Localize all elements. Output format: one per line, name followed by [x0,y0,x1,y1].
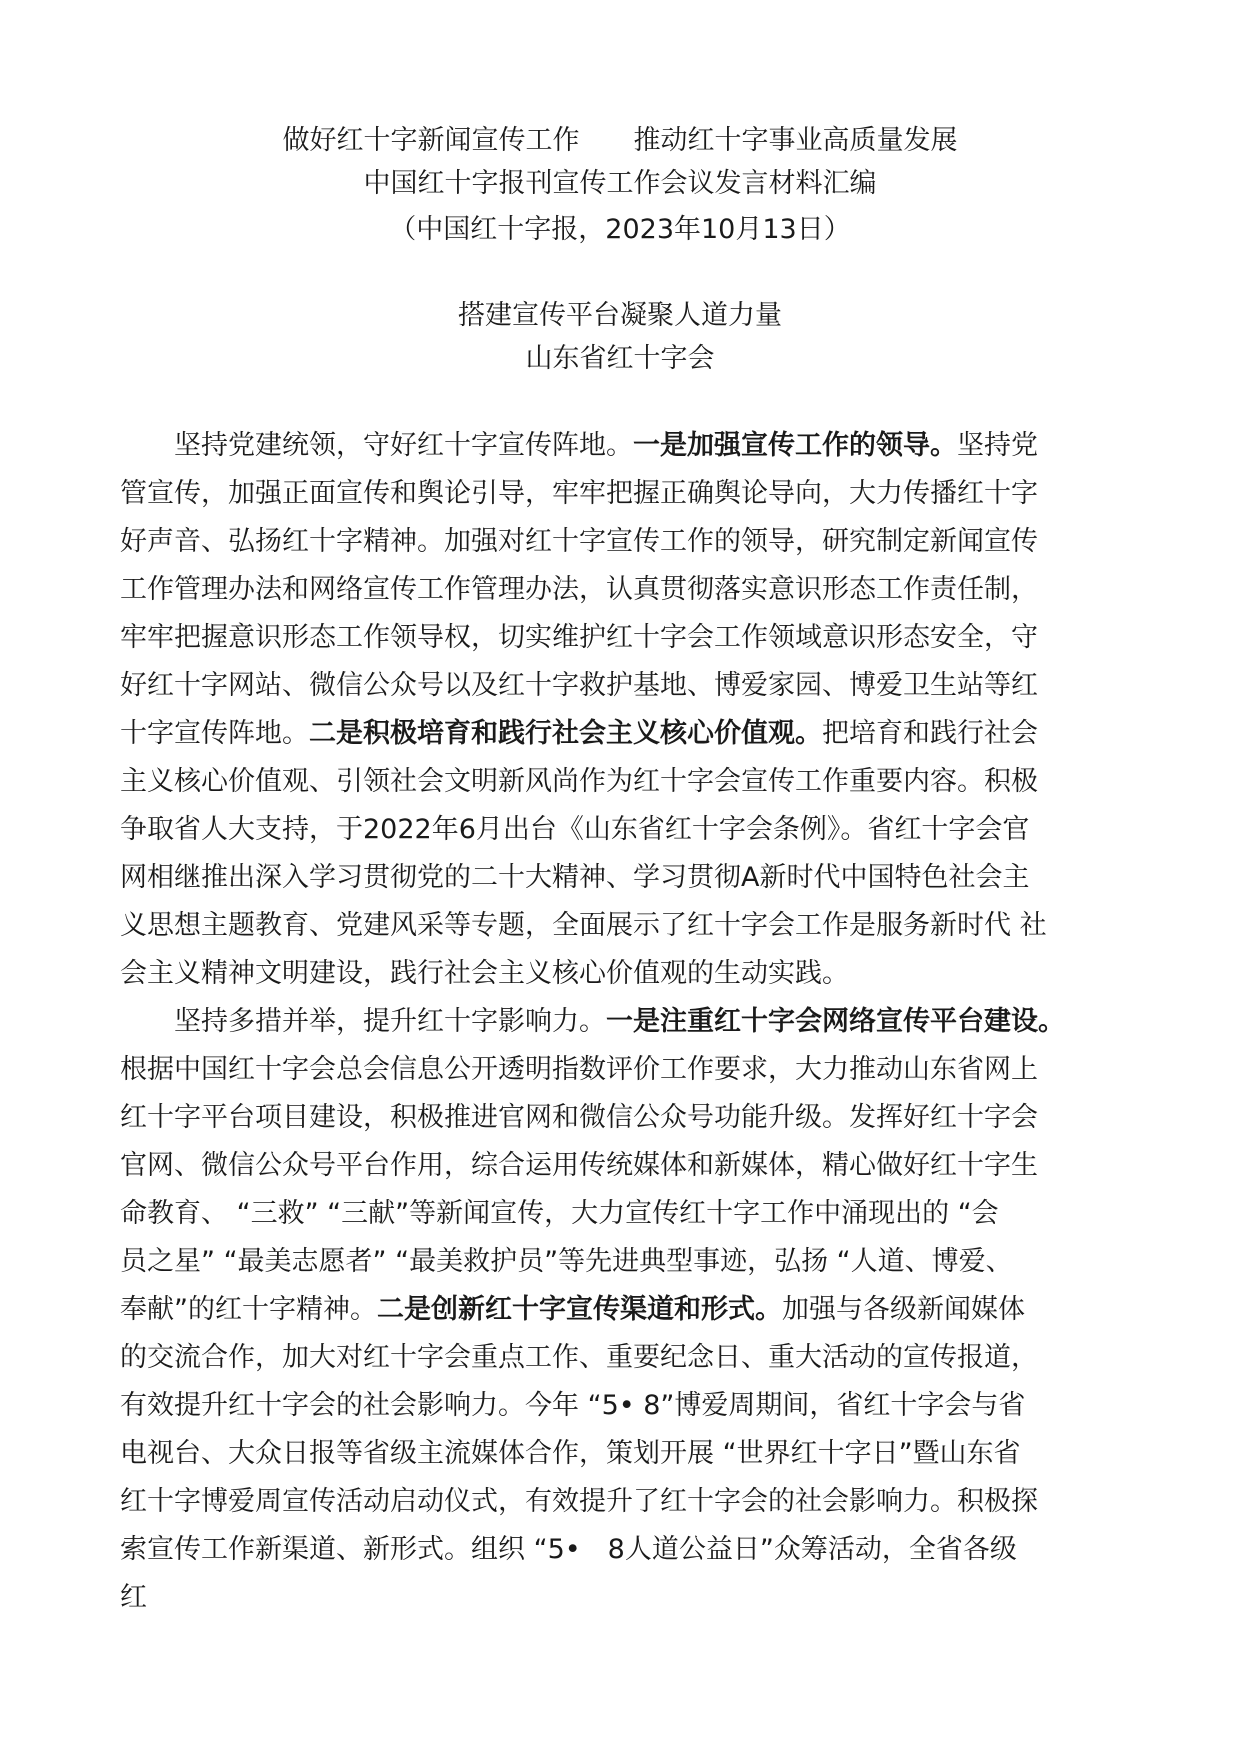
text-line [120,1046,1130,1094]
body-text: 会主义精神文明建设，践行社会主义核心价值观的生动实践。 [120,958,849,989]
article-title: 搭建宣传平台凝聚人道力量 [458,300,782,331]
text-line [120,1190,1130,1238]
body-text: 网相继推出深入学习贯彻党的二十大精神、学习贯彻A新时代中国特色社会主 [120,862,1030,893]
bold-heading-text: 一是注重红十字会网络宣传平台建设。 [606,1006,1065,1037]
body-text: 奉献”的红十字精神。 [120,1294,377,1325]
paragraph-1 [120,422,1130,998]
text-line [120,422,1130,470]
text-line [120,1382,1130,1430]
body-text: 的交流合作，加大对红十字会重点工作、重要纪念日、重大活动的宣传报道， [120,1342,1038,1373]
body-text: 主义核心价值观、引领社会文明新风尚作为红十字会宣传工作重要内容。积极 [120,766,1038,797]
body-text: 牢牢把握意识形态工作领导权，切实维护红十字会工作领域意识形态安全，守 [120,622,1038,653]
article-author: 山东省红十字会 [525,343,715,374]
article-body [120,422,1130,1622]
text-line [120,1286,1130,1334]
text-line [120,758,1130,806]
body-text: 工作管理办法和网络宣传工作管理办法，认真贯彻落实意识形态工作责任制， [120,574,1038,605]
text-line [120,1238,1130,1286]
text-line [120,710,1130,758]
text-line [120,950,1130,998]
text-line [120,1478,1130,1526]
body-text: 好红十字网站、微信公众号以及红十字救护基地、博爱家园、博爱卫生站等红 [120,670,1038,701]
text-line [120,1094,1130,1142]
body-text: 加强与各级新闻媒体 [782,1294,1025,1325]
text-line [120,518,1130,566]
text-line [120,470,1130,518]
text-line [120,806,1130,854]
body-text: 坚持党 [957,430,1038,461]
body-text: 有效提升红十字会的社会影响力。今年 “5• 8”博爱周期间，省红十字会与省 [120,1390,1026,1421]
body-text: 员之星” “最美志愿者” “最美救护员”等先进典型事迹，弘扬 “人道、博爱、 [120,1246,1013,1277]
body-text: 好声音、弘扬红十字精神。加强对红十字宣传工作的领导，研究制定新闻宣传 [120,526,1038,557]
body-text: 争取省人大支持，于2022年6月出台《山东省红十字会条例》。省红十字会官 [120,814,1030,845]
text-line [120,614,1130,662]
body-text: 坚持多措并举，提升红十字影响力。 [174,1006,606,1037]
body-text: 根据中国红十字会总会信息公开透明指数评价工作要求，大力推动山东省网上 [120,1054,1038,1085]
body-text: 官网、微信公众号平台作用，综合运用传统媒体和新媒体，精心做好红十字生 [120,1150,1038,1181]
bold-heading-text: 一是加强宣传工作的领导。 [633,430,957,461]
body-text: 电视台、大众日报等省级主流媒体合作，策划开展 “世界红十字日”暨山东省 [120,1438,1021,1469]
body-text: 红十字平台项目建设，积极推进官网和微信公众号功能升级。发挥好红十字会 [120,1102,1038,1133]
collection-title: 做好红十字新闻宣传工作 推动红十字事业高质量发展 [282,125,958,156]
text-line [120,566,1130,614]
text-line [120,1334,1130,1382]
text-line [120,1574,1130,1622]
text-line [120,854,1130,902]
body-text: 红十字博爱周宣传活动启动仪式，有效提升了红十字会的社会影响力。积极探 [120,1486,1038,1517]
text-line [120,662,1130,710]
body-text: 命教育、 “三救” “三献”等新闻宣传，大力宣传红十字工作中涌现出的 “会 [120,1198,999,1229]
text-line [120,1142,1130,1190]
source-line: （中国红十字报，2023年10月13日） [389,214,851,245]
collection-subtitle: 中国红十字报刊宣传工作会议发言材料汇编 [363,168,877,199]
body-text: 十字宣传阵地。 [120,718,309,749]
text-line [120,1430,1130,1478]
text-line [120,998,1130,1046]
bold-heading-text: 二是创新红十字宣传渠道和形式。 [377,1294,782,1325]
body-text: 义思想主题教育、党建风采等专题，全面展示了红十字会工作是服务新时代 社 [120,910,1047,941]
body-text: 红 [120,1582,147,1613]
text-line [120,902,1130,950]
text-line [120,1526,1130,1574]
body-text: 坚持党建统领，守好红十字宣传阵地。 [174,430,633,461]
body-text: 把培育和践行社会 [822,718,1038,749]
body-text: 管宣传，加强正面宣传和舆论引导，牢牢把握正确舆论导向，大力传播红十字 [120,478,1038,509]
body-text: 索宣传工作新渠道、新形式。组织 “5• 8人道公益日”众筹活动，全省各级 [120,1534,1017,1565]
bold-heading-text: 二是积极培育和践行社会主义核心价值观。 [309,718,822,749]
paragraph-2 [120,998,1130,1622]
